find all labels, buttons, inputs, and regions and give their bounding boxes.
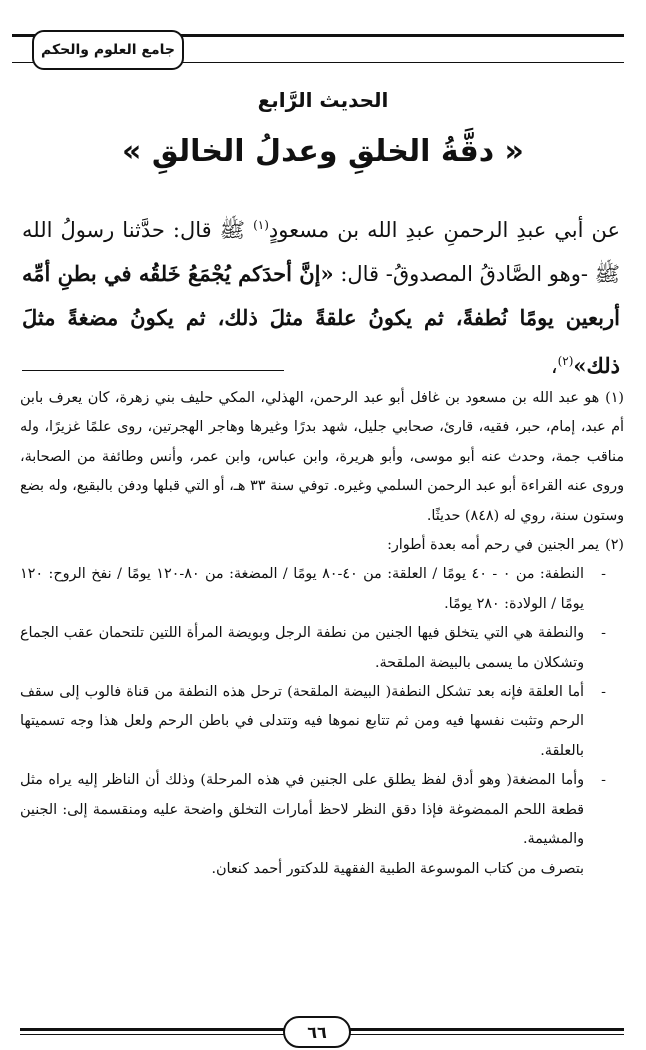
- footnote-2-number: (٢): [605, 537, 624, 554]
- hadith-number-heading: الحديث الرَّابع: [257, 88, 389, 112]
- footnote-ref-2[interactable]: (٢): [557, 354, 574, 368]
- matn-intro: عن أبي عبدِ الرحمنِ عبدِ الله بن مسعودٍ: [268, 218, 620, 242]
- footnote-separator: [22, 370, 284, 371]
- page-number: ٦٦: [283, 1016, 351, 1048]
- footnote-2-intro: يمر الجنين في رحم أمه بعدة أطوار:: [387, 537, 600, 554]
- footnote-1-number: (١): [605, 390, 624, 406]
- matn-narration: ﷺ قال: حدَّثنا رسولُ الله ﷺ -وهو الصَّادقُ المصدوقُ- قال:: [22, 218, 620, 286]
- fetal-stages-list: [20, 560, 624, 854]
- footnotes-section: [20, 384, 624, 884]
- list-item: - أما العلقة فإنه بعد تشكل النطفة( البيضة الملقحة) ترحل هذه النطفة من قناة فالوب إلى سقف الرحم وتثبت نفسها فيه ومن ثم تتابع نموها فيه وتتدلى في باطن الرحم ولعل هذا وجه تسميتها بالعلقة.: [20, 684, 606, 759]
- list-item: - والنطفة هي التي يتخلق فيها الجنين من نطفة الرجل وبويضة المرأة اللتين تلتحمان عقب الجماع وتشكلان ما يسمى بالبيضة الملقحة.: [20, 625, 606, 671]
- matn-end: ،: [550, 354, 558, 378]
- footnote-2: [20, 531, 624, 560]
- hadith-matn: عن أبي عبدِ الرحمنِ عبدِ الله بن مسعودٍ$^{(١)}$ ﷺ قال: حدَّثنا رسولُ الله ﷺ -وهو الصَّادقُ المصدوقُ- قال: «إنَّ أحدَكم يُجْمَعُ خَلقُه في بطنِ أمِّه أربعين يومًا نُطفةً، ثم يكونُ علقةً مثلَ ذلك، ثم يكونُ مضغةً مثلَ ذلك»$^{(٢)}$،: [22, 218, 620, 378]
- list-item: - وأما المضغة( وهو أدق لفظ يطلق على الجنين في هذه المرحلة) وذلك أن الناظر إليه يراه مثل قطعة اللحم الممضوغة فإذا دقق النظر لاحظ أمارات التخلق واضحة عليه ومنقسمة إلى: الجنين والمشيمة.: [20, 772, 606, 848]
- footnote-1-text: هو عبد الله بن مسعود بن غافل أبو عبد الرحمن، الهذلي، المكي حليف بني زهرة، كان يعرف بابن أم عبد، إمام، حبر، فقيه، قارئ، صحابي جليل، شهد بدرًا وغيرها وهاجر الهجرتين، روى علمًا غزيرًا، وله مناقب جمة، وحدث عنه أبو موسى، وأبو هريرة، وابن عباس، وابن عمر، وأنس وطائفة من الصحابة، وروى عنه القراءة أبو عبد الرحمن السلمي وغيره. توفي سنة ٣٣ هـ، أو التي قبلها ودفن بالبقيع، وله بضع وستون سنة، روي له (٨٤٨) حديثًا.: [20, 390, 624, 524]
- running-header-book-title: جامع العلوم والحكم: [32, 30, 184, 70]
- footnote-1: [20, 384, 624, 531]
- footnote-ref-1[interactable]: (١): [253, 218, 269, 232]
- matn-quote: «إنَّ أحدَكم يُجْمَعُ خَلقُه في بطنِ أمِّه أربعين يومًا نُطفةً، ثم يكونُ علقةً مثلَ ذلك، ثم يكونُ مضغةً مثلَ ذلك: [22, 261, 620, 378]
- hadith-title: « دقَّةُ الخلقِ وعدلُ الخالقِ »: [122, 134, 524, 169]
- list-item: - النطفة: من ٠ - ٤٠ يومًا / العلقة: من ٤٠-٨٠ يومًا / المضغة: من ٨٠-١٢٠ يومًا / نفخ الروح: ١٢٠ يومًا / الولادة: ٢٨٠ يومًا.: [20, 566, 606, 612]
- footnote-source: بتصرف من كتاب الموسوعة الطبية الفقهية للدكتور أحمد كنعان.: [211, 860, 584, 877]
